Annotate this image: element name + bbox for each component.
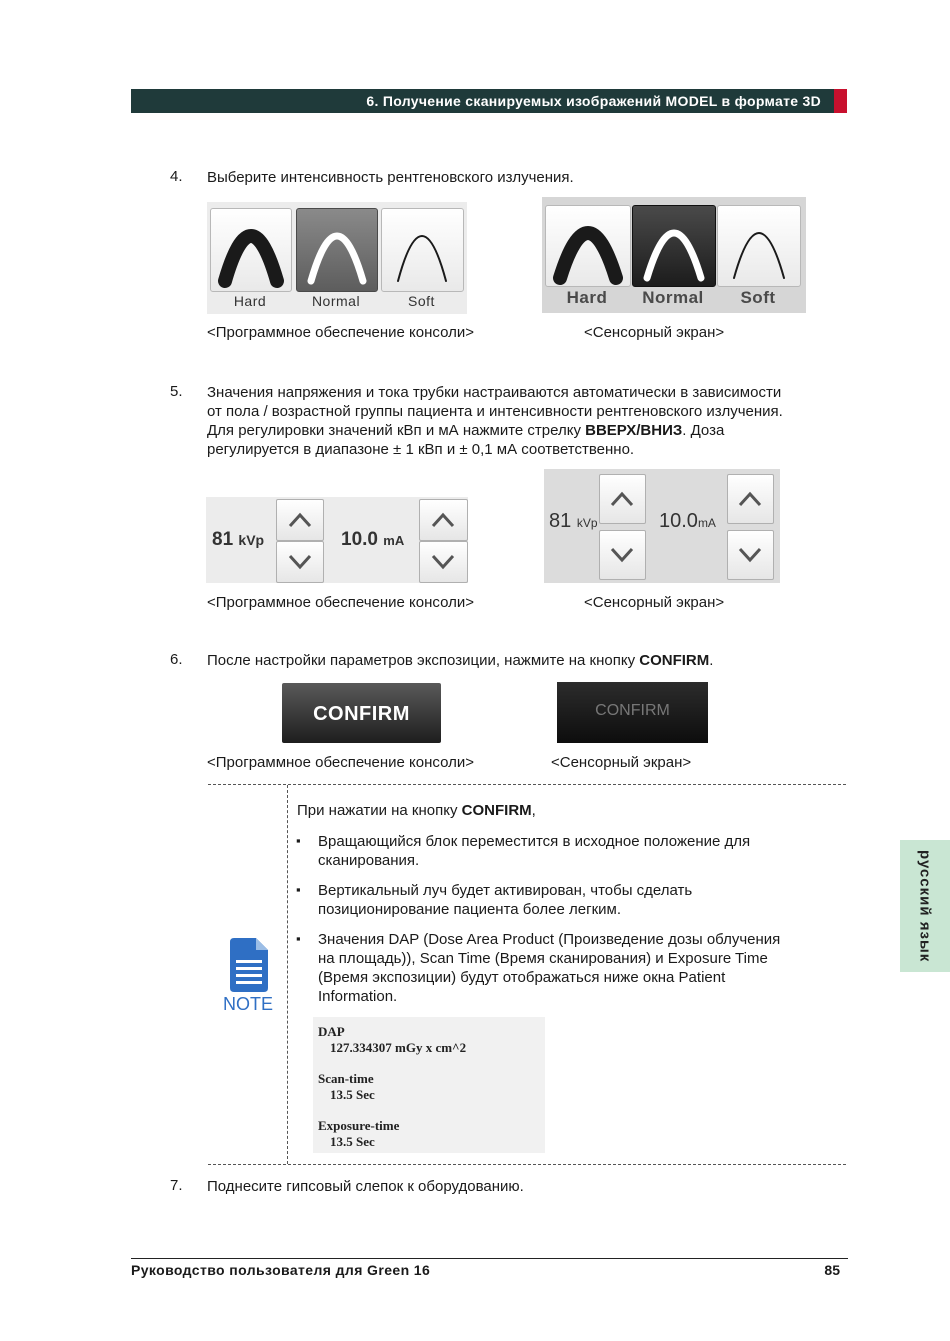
caption-console: <Программное обеспечение консоли> [207, 594, 474, 611]
soft-button-touch[interactable] [717, 205, 801, 287]
hard-button[interactable] [210, 208, 292, 292]
chevron-down-icon [277, 542, 323, 582]
bullet-marker: ▪ [296, 833, 301, 848]
bullet-text [318, 881, 692, 919]
kvp-number: 81 [212, 529, 234, 550]
dap-value: 127.334307 mGy x cm^2 [330, 1040, 467, 1055]
dap-label: DAP [318, 1024, 345, 1039]
text-line [207, 421, 857, 440]
step-number: 6. [170, 651, 183, 668]
caption-console: <Программное обеспечение консоли> [207, 324, 474, 341]
page-header-title: 6. Получение сканируемых изображений MODEL в формате 3D [366, 93, 821, 109]
kvp-ma-panel-touch [544, 469, 780, 583]
soft-button[interactable] [381, 208, 464, 292]
normal-button[interactable] [296, 208, 378, 292]
bullet-text [318, 832, 750, 870]
soft-arc-icon [382, 209, 463, 291]
hard-arc-icon [211, 209, 291, 291]
exposure-time-label: Exposure-time [318, 1118, 400, 1133]
ma-up-button[interactable] [419, 499, 468, 541]
step-text: Поднесите гипсовый слепок к оборудованию. [207, 1178, 524, 1195]
step-number: 7. [170, 1177, 183, 1194]
ma-up-button-touch[interactable] [727, 474, 774, 524]
language-side-label: русский язык [916, 849, 934, 963]
footer-rule [131, 1258, 848, 1259]
caption-touch: <Сенсорный экран> [584, 324, 725, 341]
kvp-value [212, 529, 264, 551]
kvp-down-button-touch[interactable] [599, 530, 646, 580]
text-line: Вращающийся блок переместится в исходное положение для [318, 833, 751, 850]
text-line: позиционирование пациента более легким. [318, 901, 621, 918]
text-line: сканирования. [318, 852, 420, 869]
step-number: 5. [170, 383, 183, 400]
kvp-number: 81 [549, 510, 572, 532]
text-line: от пола / возрастной группы пациента и интенсивности рентгеновского излучения. [207, 403, 783, 420]
note-vertical-divider [287, 785, 288, 1164]
kvp-up-button[interactable] [276, 499, 324, 541]
ma-unit: mA [697, 516, 716, 530]
soft-label: Soft [740, 288, 776, 307]
hard-label: Hard [233, 293, 267, 309]
note-label: NOTE [222, 994, 273, 1014]
ma-number: 10.0 [341, 529, 378, 550]
scan-time-value: 13.5 Sec [330, 1087, 375, 1102]
normal-arc-icon [297, 209, 377, 291]
intensity-panel-console [207, 202, 467, 314]
caption-touch: <Сенсорный экран> [584, 594, 725, 611]
ma-down-button-touch[interactable] [727, 530, 774, 580]
hard-label: Hard [566, 288, 608, 307]
exposure-time-value: 13.5 Sec [330, 1134, 375, 1149]
header-accent [834, 89, 847, 113]
chevron-up-icon [277, 500, 323, 540]
chevron-up-icon [600, 475, 645, 523]
text-span: Для регулировки значений кВп и мА нажмите стрелку [207, 422, 586, 439]
text-span: После настройки параметров экспозиции, нажмите на кнопку [207, 652, 640, 669]
text-line: регулируется в диапазоне ± 1 кВп и ± 0,1 мА соответственно. [207, 441, 635, 458]
kvp-ma-panel-console [206, 497, 468, 583]
text-span: . Доза [682, 422, 725, 439]
kvp-unit: kVp [238, 532, 265, 548]
step-number: 4. [170, 168, 183, 185]
bold-term: ВВЕРХ/ВНИЗ [585, 422, 683, 439]
soft-label: Soft [408, 293, 435, 309]
bold-term: CONFIRM [639, 652, 710, 669]
kvp-value [549, 510, 598, 533]
page-number: 85 [824, 1262, 840, 1278]
chevron-up-icon [728, 475, 773, 523]
caption-console: <Программное обеспечение консоли> [207, 754, 474, 771]
bullet-text [318, 930, 780, 1006]
ma-value [341, 529, 404, 551]
hard-arc-icon [546, 206, 630, 286]
normal-label: Normal [642, 288, 704, 307]
chevron-down-icon [728, 531, 773, 579]
ma-unit: mA [383, 533, 405, 548]
chevron-down-icon [420, 542, 467, 582]
confirm-button-touch[interactable]: CONFIRM [557, 682, 708, 743]
confirm-button-console[interactable]: CONFIRM [282, 683, 441, 743]
ma-down-button[interactable] [419, 541, 468, 583]
hard-button-touch[interactable] [545, 205, 631, 287]
kvp-down-button[interactable] [276, 541, 324, 583]
soft-arc-icon [718, 206, 800, 286]
note-intro [297, 801, 536, 820]
step-text [207, 651, 713, 670]
note-document-icon [226, 938, 270, 992]
text-line: Вертикальный луч будет активирован, чтобы сделать [318, 882, 693, 899]
bullet-marker: ▪ [296, 882, 301, 897]
text-line: (Время экспозиции) будут отображаться ниже окна Patient [318, 969, 726, 986]
text-line: Значения DAP (Dose Area Product (Произведение дозы облучения [318, 931, 781, 948]
text-line: на площадь)), Scan Time (Время сканирования) и Exposure Time [318, 950, 768, 967]
intensity-panel-touch [542, 197, 806, 313]
normal-button-touch[interactable] [632, 205, 716, 287]
kvp-up-button-touch[interactable] [599, 474, 646, 524]
note-bottom-divider [208, 1164, 846, 1165]
bold-term: CONFIRM [461, 802, 532, 819]
normal-arc-icon [633, 206, 715, 286]
footer-title: Руководство пользователя для Green 16 [131, 1262, 431, 1278]
chevron-up-icon [420, 500, 467, 540]
ma-value [659, 510, 716, 533]
ma-number: 10.0 [659, 510, 698, 532]
step-text [207, 383, 857, 459]
caption-touch: <Сенсорный экран> [551, 754, 692, 771]
text-span: , [531, 802, 536, 819]
step-text: Выберите интенсивность рентгеновского излучения. [207, 169, 574, 186]
text-line: Information. [318, 988, 398, 1005]
normal-label: Normal [311, 293, 361, 309]
note-top-divider [208, 784, 846, 785]
text-span: . [709, 652, 714, 669]
bullet-marker: ▪ [296, 931, 301, 946]
dose-info-panel [313, 1017, 545, 1153]
kvp-unit: kVp [576, 516, 598, 530]
scan-time-label: Scan-time [318, 1071, 374, 1086]
chevron-down-icon [600, 531, 645, 579]
text-span: При нажатии на кнопку [297, 802, 462, 819]
text-line: Значения напряжения и тока трубки настраиваются автоматически в зависимости [207, 384, 782, 401]
